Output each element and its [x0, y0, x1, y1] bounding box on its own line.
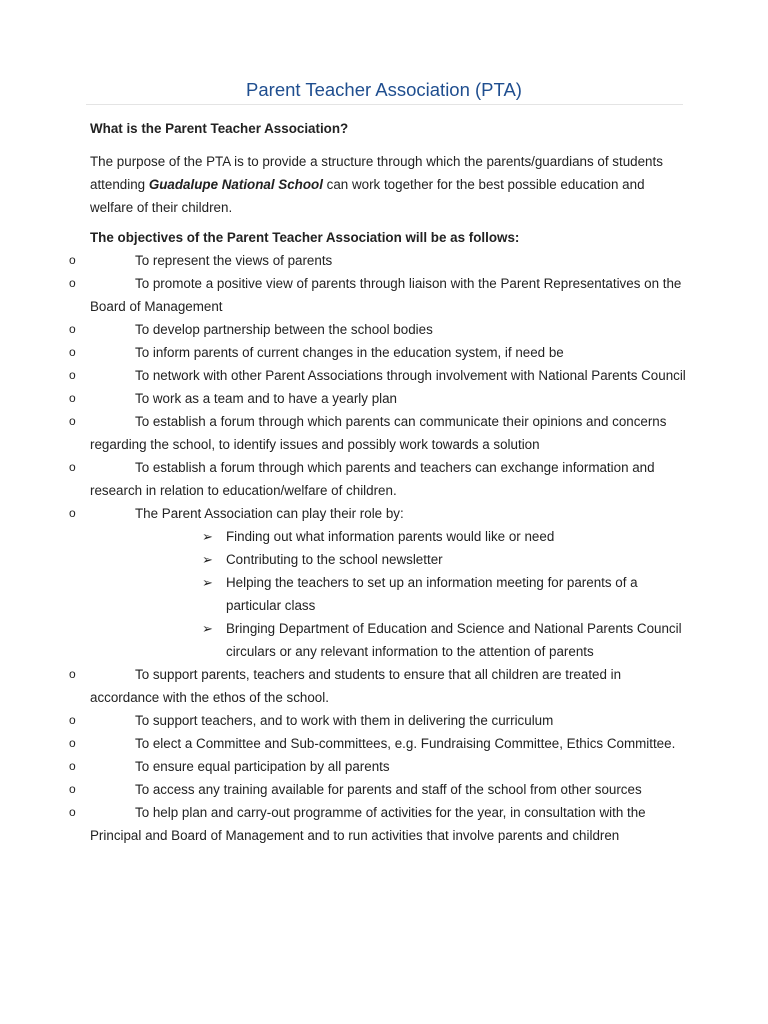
intro-paragraph: [90, 150, 686, 219]
role-item: ➢ Helping the teachers to set up an information meeting for parents of a particular class: [202, 571, 686, 617]
circle-bullet-icon: o: [69, 713, 76, 727]
list-item: o To support parents, teachers and students to ensure that all children are treated in accordance with the ethos of the school.: [90, 663, 686, 709]
section-heading: What is the Parent Teacher Association?: [90, 121, 349, 136]
page-title: Parent Teacher Association (PTA): [246, 79, 522, 100]
list-item: o To work as a team and to have a yearly plan: [90, 387, 686, 410]
circle-bullet-icon: o: [69, 736, 76, 750]
circle-bullet-icon: o: [69, 414, 76, 428]
document-body: [69, 117, 686, 847]
list-item: o To ensure equal participation by all parents: [90, 755, 686, 778]
list-item: o To elect a Committee and Sub-committees, e.g. Fundraising Committee, Ethics Committee.: [90, 732, 686, 755]
circle-bullet-icon: o: [69, 368, 76, 382]
circle-bullet-icon: o: [69, 759, 76, 773]
list-item: o To support teachers, and to work with them in delivering the curriculum: [90, 709, 686, 732]
circle-bullet-icon: o: [69, 460, 76, 474]
list-item: o To represent the views of parents: [90, 249, 686, 272]
circle-bullet-icon: o: [69, 805, 76, 819]
role-item: ➢ Contributing to the school newsletter: [202, 548, 686, 571]
objectives-heading: The objectives of the Parent Teacher Association will be as follows:: [90, 230, 520, 245]
arrow-bullet-icon: ➢: [202, 575, 213, 590]
list-item: o The Parent Association can play their role by: ➢ Finding out what information parents would like or need ➢ Contributing to the school newsletter ➢ Helping the teachers to set up an information meeting for parents of a particular class ➢ Bringing Department of Education and Science and National Parents Council circulars or any relevant information to the attention of parents: [90, 502, 686, 663]
list-item: o To establish a forum through which parents can communicate their opinions and concerns regarding the school, to identify issues and possibly work towards a solution: [90, 410, 686, 456]
role-item: ➢ Finding out what information parents would like or need: [202, 525, 686, 548]
list-item: o To establish a forum through which parents and teachers can exchange information and research in relation to education/welfare of children.: [90, 456, 686, 502]
list-item: o To inform parents of current changes in the education system, if need be: [90, 341, 686, 364]
list-item: o To help plan and carry-out programme of activities for the year, in consultation with the Principal and Board of Management and to run activities that involve parents and children: [90, 801, 686, 847]
circle-bullet-icon: o: [69, 322, 76, 336]
list-item: o To develop partnership between the school bodies: [90, 318, 686, 341]
circle-bullet-icon: o: [69, 345, 76, 359]
circle-bullet-icon: o: [69, 506, 76, 520]
title-divider: [86, 104, 683, 105]
school-name: Guadalupe National School: [148, 177, 323, 192]
list-item: o To promote a positive view of parents through liaison with the Parent Representatives on the Board of Management: [90, 272, 686, 318]
circle-bullet-icon: o: [69, 276, 76, 290]
arrow-bullet-icon: ➢: [202, 552, 213, 567]
circle-bullet-icon: o: [69, 667, 76, 681]
arrow-bullet-icon: ➢: [202, 621, 213, 636]
circle-bullet-icon: o: [69, 391, 76, 405]
circle-bullet-icon: o: [69, 782, 76, 796]
role-item: ➢ Bringing Department of Education and Science and National Parents Council circulars or any relevant information to the attention of parents: [202, 617, 686, 663]
list-item: o To access any training available for parents and staff of the school from other sources: [90, 778, 686, 801]
role-list: [90, 525, 686, 663]
intro-text-before: The purpose of the PTA is to provide a structure through which the parents/guardians of students attending: [90, 154, 663, 192]
circle-bullet-icon: o: [69, 253, 76, 267]
intro-text-after: can work together for the best possible education and welfare of their children.: [90, 177, 645, 215]
list-item: o To network with other Parent Associations through involvement with National Parents Council: [90, 364, 686, 387]
objectives-list: [69, 249, 686, 847]
arrow-bullet-icon: ➢: [202, 529, 213, 544]
